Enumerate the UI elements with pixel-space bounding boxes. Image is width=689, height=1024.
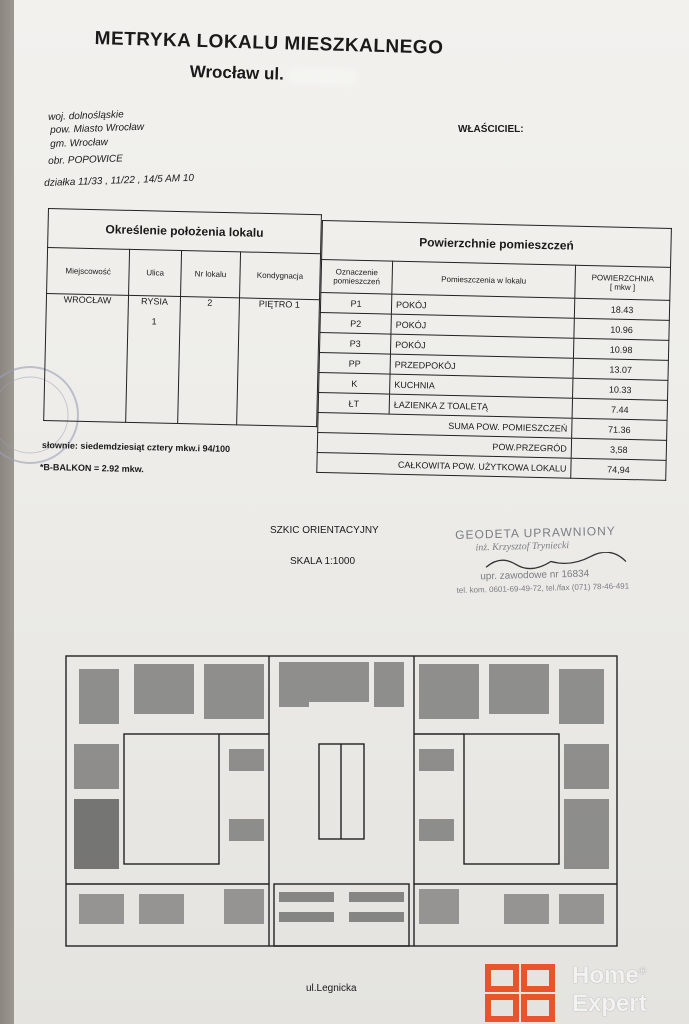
room-name: ŁAZIENKA Z TOALETĄ <box>389 394 572 418</box>
address-line: pow. Miasto Wrocław <box>50 121 145 136</box>
room-area: 13.07 <box>573 358 668 380</box>
address-line: gm. Wrocław <box>50 136 109 150</box>
subtitle-prefix: Wrocław ul. <box>189 62 285 84</box>
header-area <box>575 265 671 300</box>
watermark-expert: Expert <box>572 990 647 1017</box>
room-area: 18.43 <box>574 298 669 320</box>
partition-label: POW.PRZEGRÓD <box>317 432 571 458</box>
header-street: Ulica <box>129 249 182 296</box>
address-line: działka 11/33 , 11/22 , 14/5 AM 10 <box>44 172 195 189</box>
rooms-table-title: Powierzchnie pomieszczeń <box>322 221 672 268</box>
room-code: PP <box>319 352 390 374</box>
street-name: RYSIA <box>140 296 169 307</box>
street-number: 1 <box>151 316 157 327</box>
total-value: 74,94 <box>571 458 666 480</box>
sum-value: 71.36 <box>572 418 667 440</box>
room-area: 10.96 <box>574 318 669 340</box>
address-line: obr. POPOWICE <box>48 153 123 167</box>
partition-value: 3,58 <box>571 438 666 460</box>
stamp-line-2: inż. Krzysztof Tryniecki <box>475 540 570 554</box>
room-area: 7.44 <box>572 398 667 420</box>
surveyor-stamp <box>455 523 647 608</box>
balcony-note: *B-BALKON = 2.92 mkw. <box>39 462 144 475</box>
location-table <box>43 208 322 427</box>
room-name: KUCHNIA <box>390 374 573 398</box>
header-area-unit: [ mkw ] <box>609 282 636 293</box>
address-line: woj. dolnośląskie <box>48 109 124 123</box>
area-in-words: słownie: siedemdziesiąt cztery mkw.i 94/100 <box>41 440 231 454</box>
home-expert-logo-icon <box>484 963 556 1023</box>
sketch-scale: SKALA 1:1000 <box>290 556 356 567</box>
watermark-home <box>572 962 646 990</box>
cell-floor: PIĘTRO 1 <box>237 298 320 427</box>
room-code: K <box>319 372 390 394</box>
cell-unit: 2 <box>178 297 240 425</box>
watermark-registered: ® <box>638 966 647 977</box>
header-floor: Kondygnacja <box>239 252 320 300</box>
sum-label: SUMA POW. POMIESZCZEŃ <box>318 412 572 438</box>
room-area: 10.33 <box>573 378 668 400</box>
owner-label: WŁAŚCICIEL: <box>458 124 524 135</box>
rooms-table <box>316 220 672 481</box>
header-unit: Nr lokalu <box>181 251 241 298</box>
cell-street <box>126 295 181 423</box>
room-code: P3 <box>319 332 390 354</box>
room-name: POKÓJ <box>391 314 574 338</box>
stamp-line-1: GEODETA UPRAWNIONY <box>455 523 616 542</box>
header-area-label: POWIERZCHNIA <box>591 273 654 284</box>
floor-plan-sketch <box>64 654 619 949</box>
room-name: PRZEDPOKÓJ <box>390 354 573 378</box>
room-name: POKÓJ <box>390 334 573 358</box>
room-name: POKÓJ <box>391 294 574 318</box>
sketch-title: SZKIC ORIENTACYJNY <box>270 525 379 536</box>
room-code: P1 <box>320 292 391 314</box>
total-label: CAŁKOWITA POW. UŻYTKOWA LOKALU <box>317 452 571 478</box>
document-title: METRYKA LOKALU MIESZKALNEGO <box>94 28 444 59</box>
cell-city: WROCŁAW <box>44 293 129 422</box>
room-code: ŁT <box>318 392 389 414</box>
stamp-line-4: tel. kom. 0601-69-49-72, tel./fax (071) 78-46-491 <box>456 581 630 595</box>
header-room: Pomieszczenia w lokalu <box>392 261 576 298</box>
room-code: P2 <box>320 312 391 334</box>
redacted-street <box>288 67 358 85</box>
stamp-line-3: upr. zawodowe nr 16834 <box>480 568 590 583</box>
location-table-title: Określenie położenia lokalu <box>48 209 322 254</box>
street-label: ul.Legnicka <box>306 983 357 994</box>
watermark-home-word: Home <box>572 962 639 989</box>
room-area: 10.98 <box>573 338 668 360</box>
header-city: Miejscowość <box>47 248 130 296</box>
header-code: Oznaczenie pomieszczeń <box>321 260 393 295</box>
